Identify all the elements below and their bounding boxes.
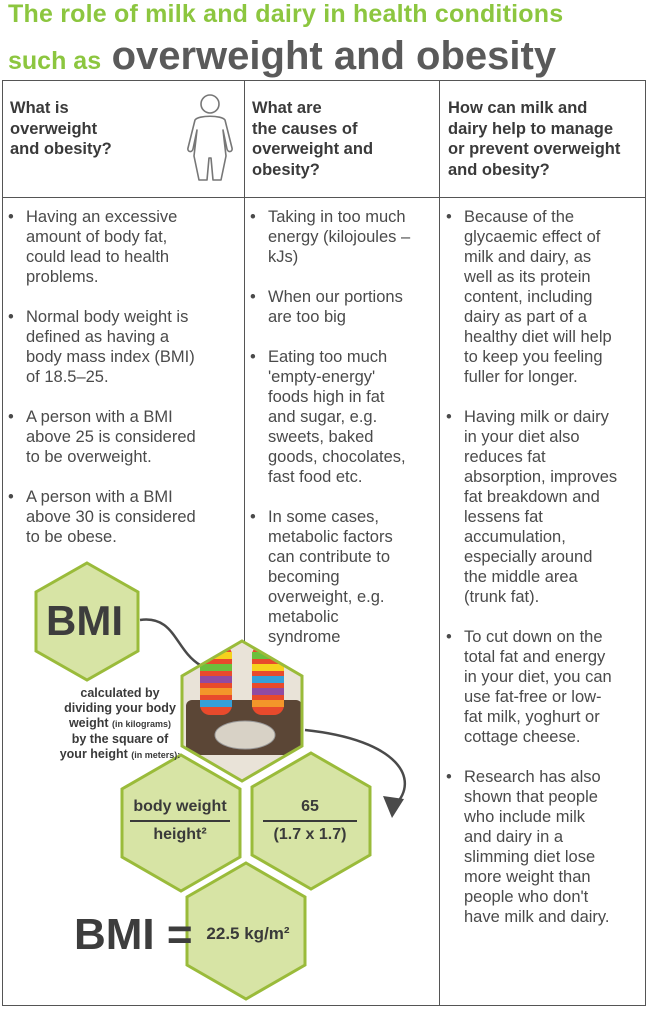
text-line: glycaemic effect of [464, 228, 601, 246]
fraction-bar [130, 820, 230, 822]
text-line: • Eating too much [268, 348, 388, 366]
calc-line [20, 716, 220, 732]
text-line: becoming [268, 568, 340, 586]
text-line: fuller for longer. [464, 368, 578, 386]
text-line: syndrome [268, 628, 341, 646]
list-item [246, 207, 438, 267]
text-line: metabolic factors [268, 528, 393, 546]
connector-curve [140, 620, 200, 665]
how-dairy-helps-list [442, 207, 644, 947]
text-line: to keep you feeling [464, 348, 603, 366]
fraction-bar [263, 820, 357, 822]
list-item [4, 307, 236, 387]
list-item [442, 767, 644, 927]
list-item [4, 487, 236, 547]
header-line: What is [10, 99, 69, 117]
text-line: to be obese. [26, 528, 117, 546]
calc-weight-unit: (in kilograms) [112, 719, 172, 729]
calc-weight: weight [68, 716, 109, 730]
text-line: fast food etc. [268, 468, 363, 486]
text-line: of 18.5–25. [26, 368, 109, 386]
calc-line: by the square of [71, 732, 169, 746]
text-line: • Normal body weight is [26, 308, 189, 326]
header-line: the causes of [252, 119, 358, 138]
text-line: • A person with a BMI [26, 408, 173, 426]
bmi-formula [120, 798, 240, 844]
list-item [246, 507, 438, 647]
example-numerator: 65 [301, 798, 319, 815]
text-line: have milk and dairy. [464, 908, 610, 926]
bmi-label: BMI [46, 597, 123, 644]
text-line: especially around [464, 548, 593, 566]
text-line: sweets, baked [268, 428, 374, 446]
header-line: and obesity? [448, 160, 550, 179]
bmi-example [255, 798, 365, 844]
header-line: overweight [10, 119, 98, 138]
text-line: in your diet also [464, 428, 580, 446]
header-line: overweight and [252, 140, 374, 158]
text-line: • When our portions [268, 288, 403, 306]
text-line: (trunk fat). [464, 588, 540, 606]
text-line: • Research has also [464, 768, 601, 786]
causes-list [246, 207, 438, 667]
list-item [442, 627, 644, 747]
list-item [442, 407, 644, 607]
bmi-equation-label: BMI = [74, 910, 193, 959]
text-line: above 30 is considered [26, 508, 196, 526]
arrow-head-icon [383, 796, 404, 818]
calc-line: dividing your body [64, 701, 176, 715]
formula-denominator: height² [153, 826, 207, 843]
text-line: • A person with a BMI [26, 488, 173, 506]
text-line: metabolic [268, 608, 339, 626]
text-line: are too big [268, 308, 346, 326]
text-line: total fat and energy [464, 648, 606, 666]
header-line: obesity? [252, 160, 320, 179]
text-line: • Having milk or dairy [464, 408, 609, 426]
list-item [4, 407, 236, 467]
text-line: overweight, e.g. [268, 588, 385, 606]
text-line: the middle area [464, 568, 578, 586]
bmi-result: 22.5 kg/m² [206, 924, 290, 943]
text-line: more weight than [464, 868, 591, 886]
formula-numerator: body weight [133, 798, 227, 815]
text-line: • Having an excessive [26, 208, 178, 226]
text-line: healthy diet will help [464, 328, 612, 346]
list-item [246, 287, 438, 327]
text-line: slimming diet lose [464, 848, 596, 866]
text-line: energy (kilojoules – [268, 228, 411, 246]
text-line: use fat-free or low- [464, 688, 602, 706]
text-line: goods, chocolates, [268, 448, 406, 466]
title-main: overweight and obesity [111, 34, 557, 78]
list-item [246, 347, 438, 487]
text-line: accumulation, [464, 528, 566, 546]
header-line: dairy help to manage [448, 119, 614, 138]
text-line: absorption, improves [464, 468, 618, 486]
text-line: kJs) [268, 248, 299, 266]
text-line: lessens fat [464, 508, 543, 526]
text-line: 'empty-energy' [268, 368, 376, 386]
text-line: content, including [464, 288, 593, 306]
header-line: and obesity? [10, 140, 112, 158]
bmi-calculation-text [20, 686, 220, 763]
title-prefix: such as [8, 47, 102, 75]
text-line: and dairy in a [464, 828, 564, 846]
text-line: in your diet, you can [464, 668, 612, 686]
text-line: well as its protein [464, 268, 591, 286]
text-line: • In some cases, [268, 508, 379, 526]
text-line: can contribute to [268, 548, 390, 566]
page-title-line1: The role of milk and dairy in health conditions [8, 0, 564, 28]
header-line: How can milk and [448, 99, 588, 117]
text-line: foods high in fat [268, 388, 385, 406]
text-line: could lead to health [26, 248, 170, 266]
list-item [442, 207, 644, 387]
text-line: reduces fat [464, 448, 546, 466]
header-line: or prevent overweight [448, 140, 621, 158]
text-line: defined as having a [26, 328, 170, 346]
calc-height-unit: (in meters): [131, 750, 181, 760]
text-line: fat breakdown and [464, 488, 600, 506]
calc-height: your height [59, 747, 128, 761]
text-line: • Taking in too much [268, 208, 406, 226]
calc-line [20, 747, 220, 763]
text-line: shown that people [464, 788, 598, 806]
text-line: • Because of the [464, 208, 575, 226]
text-line: and sugar, e.g. [268, 408, 378, 426]
text-line: people who don't [464, 888, 589, 906]
text-line: problems. [26, 268, 99, 286]
calc-line: calculated by [80, 686, 160, 700]
list-item [4, 207, 236, 287]
text-line: dairy as part of a [464, 308, 587, 326]
header-line: What are [252, 99, 322, 117]
text-line: who include milk [464, 808, 586, 826]
text-line: above 25 is considered [26, 428, 196, 446]
text-line: body mass index (BMI) [26, 348, 195, 366]
text-line: amount of body fat, [26, 228, 168, 246]
example-denominator: (1.7 x 1.7) [273, 826, 347, 843]
text-line: cottage cheese. [464, 728, 581, 746]
text-line: fat milk, yoghurt or [464, 708, 600, 726]
what-is-list [4, 207, 236, 567]
text-line: milk and dairy, as [464, 248, 592, 266]
text-line: • To cut down on the [464, 628, 603, 646]
text-line: to be overweight. [26, 448, 152, 466]
